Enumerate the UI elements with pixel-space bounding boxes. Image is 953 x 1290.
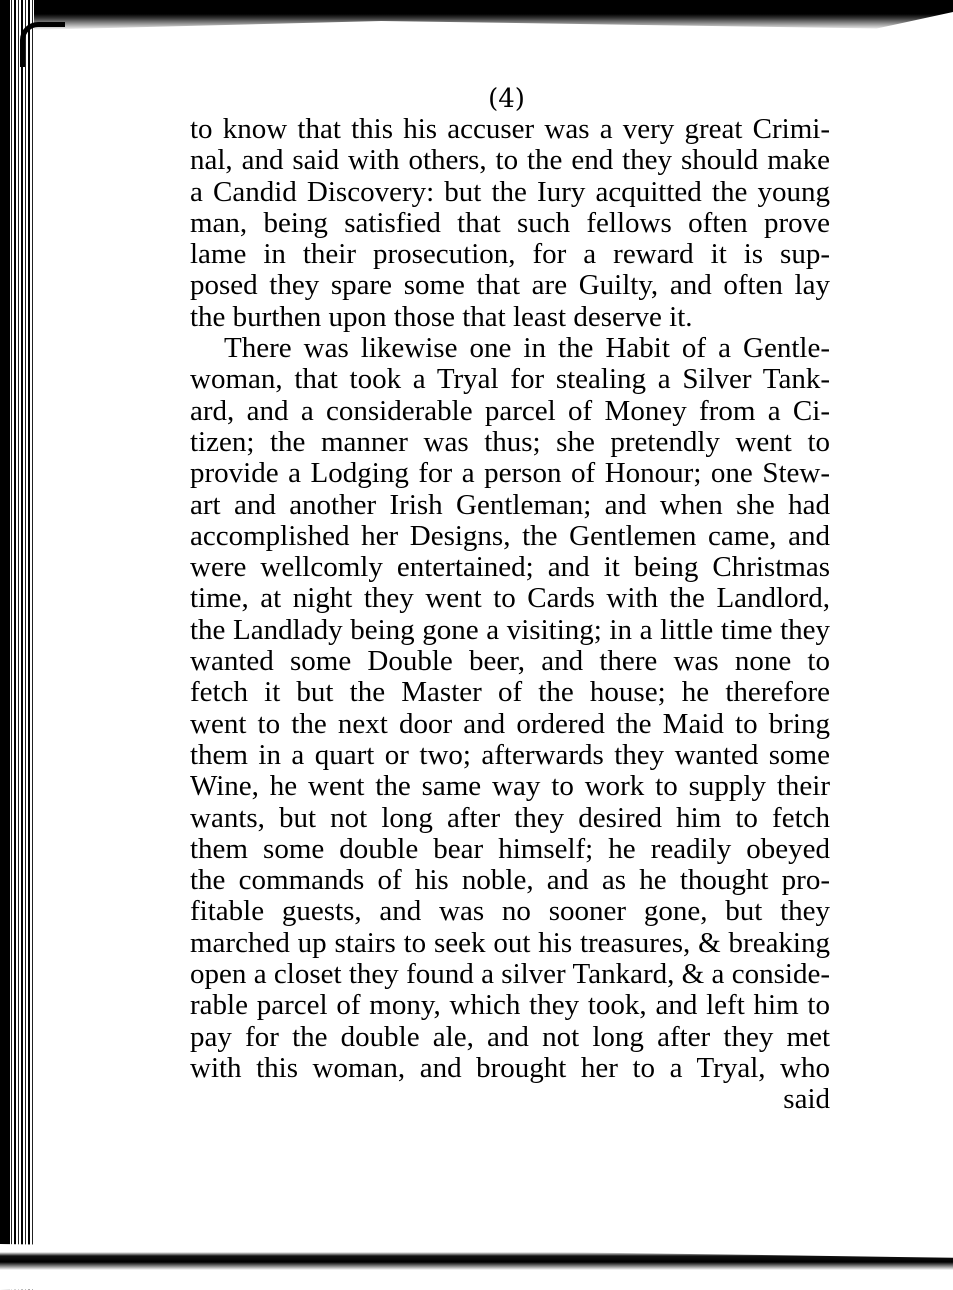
text-line: There was likewise one in the Habit of a Gentle-: [224, 333, 830, 365]
text-line: nal, and said with others, to the end they should make: [190, 145, 830, 177]
text-line: fitable guests, and was no sooner gone, but they: [190, 896, 830, 928]
text-line: provide a Lodging for a person of Honour; one Stew-: [190, 458, 830, 490]
text-line: wants, but not long after they desired him to fetch: [190, 802, 830, 834]
text-line: with this woman, and brought her to a Tryal, who: [190, 1052, 830, 1084]
page-corner-curl: [20, 22, 65, 67]
body-text: [190, 114, 830, 1116]
text-line: were wellcomly entertained; and it being Christmas: [190, 552, 830, 584]
text-line: marched up stairs to seek out his treasures, & breaking: [190, 927, 830, 959]
text-line: the commands of his noble, and as he thought pro-: [190, 865, 830, 897]
text-line: them in a quart or two; afterwards they wanted some: [190, 739, 830, 771]
text-line: went to the next door and ordered the Maid to bring: [190, 708, 830, 740]
text-line: a Candid Discovery: but the Iury acquitted the young: [190, 176, 830, 208]
text-line: them some double bear himself; he readily obeyed: [190, 833, 830, 865]
text-line: art and another Irish Gentleman; and when she had: [190, 489, 830, 521]
text-line: fetch it but the Master of the house; he therefore: [190, 677, 830, 709]
catchword: said: [783, 1083, 830, 1116]
text-line: the burthen upon those that least deserve it.: [190, 301, 693, 333]
text-line: man, being satisfied that such fellows often prove: [190, 207, 830, 239]
text-line: rable parcel of mony, which they took, and left him to: [190, 990, 830, 1022]
text-line: pay for the double ale, and not long after they met: [190, 1021, 830, 1053]
page-edge-bottom: [0, 1244, 953, 1290]
text-line: ard, and a considerable parcel of Money from a Ci-: [190, 395, 830, 427]
text-line: posed they spare some that are Guilty, and often lay: [190, 270, 830, 302]
text-line: tizen; the manner was thus; she pretendly went to: [190, 426, 830, 458]
page-edge-top: [0, 0, 953, 30]
text-line: time, at night they went to Cards with the Landlord,: [190, 583, 830, 615]
text-line: accomplished her Designs, the Gentlemen came, and: [190, 520, 830, 552]
text-line: wanted some Double beer, and there was none to: [190, 646, 830, 678]
page-number: (4): [488, 84, 525, 114]
text-line: Wine, he went the same way to work to supply their: [190, 771, 830, 803]
text-line: to know that this his accuser was a very great Crimi-: [190, 114, 830, 145]
text-line: lame in their prosecution, for a reward it is sup-: [190, 239, 830, 271]
text-line: open a closet they found a silver Tankard, & a conside-: [190, 959, 830, 991]
book-spine-shadow: [0, 0, 10, 1290]
text-line: woman, that took a Tryal for stealing a Silver Tank-: [190, 364, 830, 396]
text-line: the Landlady being gone a visiting; in a little time they: [190, 614, 830, 646]
